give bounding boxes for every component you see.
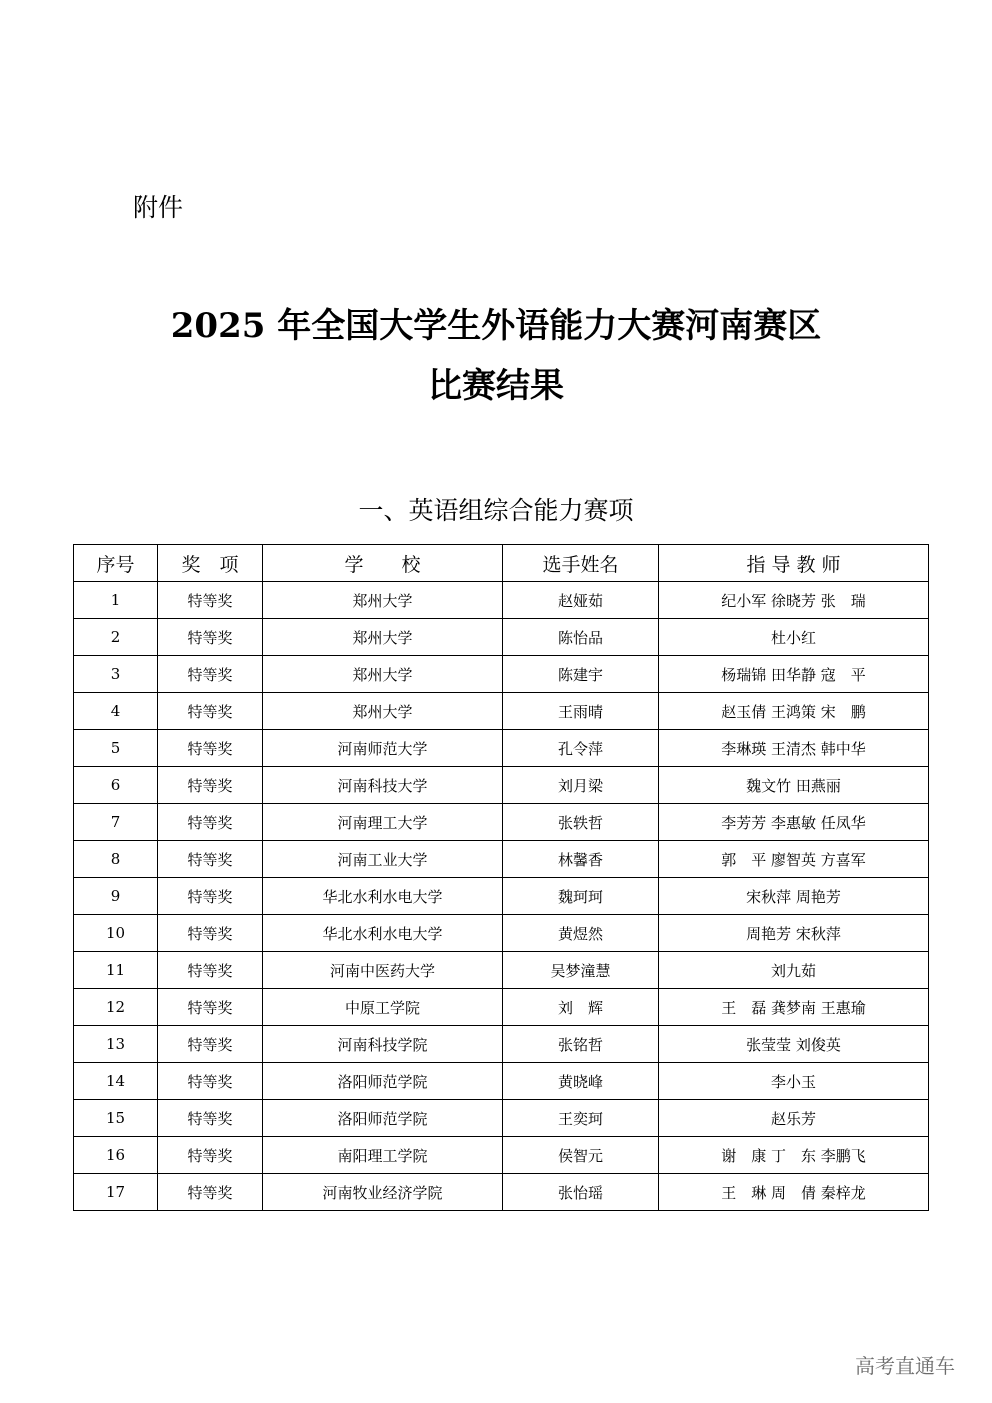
header-contestant: 选手姓名 <box>503 545 659 582</box>
table-row <box>74 582 929 619</box>
cell-contestant: 黄晓峰 <box>503 1063 659 1100</box>
cell-school: 郑州大学 <box>263 582 503 619</box>
cell-contestant: 孔令萍 <box>503 730 659 767</box>
cell-contestant: 吴梦潼慧 <box>503 952 659 989</box>
cell-index: 8 <box>74 841 158 878</box>
table-row <box>74 1100 929 1137</box>
cell-award: 特等奖 <box>158 915 263 952</box>
cell-advisors: 杜小红 <box>659 619 929 656</box>
table-row <box>74 989 929 1026</box>
cell-index: 10 <box>74 915 158 952</box>
cell-index: 3 <box>74 656 158 693</box>
table-header-row <box>74 545 929 582</box>
cell-advisors: 谢 康 丁 东 李鹏飞 <box>659 1137 929 1174</box>
table-row <box>74 1174 929 1211</box>
cell-school: 郑州大学 <box>263 619 503 656</box>
cell-contestant: 侯智元 <box>503 1137 659 1174</box>
cell-advisors: 张莹莹 刘俊英 <box>659 1026 929 1063</box>
cell-index: 4 <box>74 693 158 730</box>
cell-school: 河南中医药大学 <box>263 952 503 989</box>
cell-index: 13 <box>74 1026 158 1063</box>
attachment-label: 附件 <box>133 193 184 222</box>
cell-award: 特等奖 <box>158 656 263 693</box>
cell-award: 特等奖 <box>158 730 263 767</box>
cell-school: 中原工学院 <box>263 989 503 1026</box>
section-title: 一、英语组综合能力赛项 <box>358 496 634 525</box>
cell-contestant: 刘 辉 <box>503 989 659 1026</box>
table-row <box>74 730 929 767</box>
cell-index: 17 <box>74 1174 158 1211</box>
cell-award: 特等奖 <box>158 1100 263 1137</box>
cell-school: 华北水利水电大学 <box>263 878 503 915</box>
cell-index: 9 <box>74 878 158 915</box>
cell-index: 1 <box>74 582 158 619</box>
cell-advisors: 刘九茹 <box>659 952 929 989</box>
document-title-line-2: 比赛结果 <box>428 366 564 406</box>
cell-index: 6 <box>74 767 158 804</box>
table-row <box>74 804 929 841</box>
cell-school: 洛阳师范学院 <box>263 1100 503 1137</box>
table-row <box>74 915 929 952</box>
cell-index: 12 <box>74 989 158 1026</box>
document-title-line-1: 2025 年全国大学生外语能力大赛河南赛区 <box>170 306 822 346</box>
cell-award: 特等奖 <box>158 1026 263 1063</box>
cell-contestant: 张铭哲 <box>503 1026 659 1063</box>
cell-contestant: 王奕珂 <box>503 1100 659 1137</box>
cell-index: 15 <box>74 1100 158 1137</box>
cell-award: 特等奖 <box>158 841 263 878</box>
cell-school: 郑州大学 <box>263 693 503 730</box>
cell-advisors: 魏文竹 田燕丽 <box>659 767 929 804</box>
cell-school: 河南牧业经济学院 <box>263 1174 503 1211</box>
table-row <box>74 1026 929 1063</box>
cell-contestant: 黄煜然 <box>503 915 659 952</box>
cell-award: 特等奖 <box>158 619 263 656</box>
cell-index: 16 <box>74 1137 158 1174</box>
table-row <box>74 767 929 804</box>
cell-index: 14 <box>74 1063 158 1100</box>
cell-index: 11 <box>74 952 158 989</box>
cell-award: 特等奖 <box>158 989 263 1026</box>
cell-award: 特等奖 <box>158 878 263 915</box>
cell-award: 特等奖 <box>158 1063 263 1100</box>
header-award: 奖 项 <box>158 545 263 582</box>
header-school: 学 校 <box>263 545 503 582</box>
cell-award: 特等奖 <box>158 693 263 730</box>
cell-advisors: 宋秋萍 周艳芳 <box>659 878 929 915</box>
table-row <box>74 878 929 915</box>
cell-advisors: 李琳瑛 王清杰 韩中华 <box>659 730 929 767</box>
cell-advisors: 周艳芳 宋秋萍 <box>659 915 929 952</box>
cell-school: 河南工业大学 <box>263 841 503 878</box>
cell-contestant: 林馨香 <box>503 841 659 878</box>
cell-award: 特等奖 <box>158 952 263 989</box>
table-row <box>74 619 929 656</box>
cell-school: 河南科技大学 <box>263 767 503 804</box>
table-row <box>74 1063 929 1100</box>
cell-contestant: 赵娅茹 <box>503 582 659 619</box>
cell-advisors: 李芳芳 李惠敏 任凤华 <box>659 804 929 841</box>
cell-contestant: 陈怡品 <box>503 619 659 656</box>
watermark: 高考直通车 <box>855 1354 955 1378</box>
cell-award: 特等奖 <box>158 767 263 804</box>
cell-contestant: 张怡瑶 <box>503 1174 659 1211</box>
cell-school: 河南理工大学 <box>263 804 503 841</box>
cell-contestant: 陈建宇 <box>503 656 659 693</box>
cell-school: 河南师范大学 <box>263 730 503 767</box>
cell-advisors: 王 琳 周 倩 秦梓龙 <box>659 1174 929 1211</box>
cell-school: 洛阳师范学院 <box>263 1063 503 1100</box>
cell-advisors: 杨瑞锦 田华静 寇 平 <box>659 656 929 693</box>
cell-award: 特等奖 <box>158 1174 263 1211</box>
header-index: 序号 <box>74 545 158 582</box>
results-table <box>73 544 929 1211</box>
cell-school: 郑州大学 <box>263 656 503 693</box>
results-table-body <box>74 582 929 1211</box>
cell-advisors: 王 磊 龚梦南 王惠瑜 <box>659 989 929 1026</box>
cell-contestant: 刘月梁 <box>503 767 659 804</box>
cell-school: 河南科技学院 <box>263 1026 503 1063</box>
cell-advisors: 李小玉 <box>659 1063 929 1100</box>
cell-award: 特等奖 <box>158 1137 263 1174</box>
cell-school: 南阳理工学院 <box>263 1137 503 1174</box>
cell-advisors: 赵玉倩 王鸿策 宋 鹏 <box>659 693 929 730</box>
cell-award: 特等奖 <box>158 582 263 619</box>
table-row <box>74 1137 929 1174</box>
cell-advisors: 纪小军 徐晓芳 张 瑞 <box>659 582 929 619</box>
cell-award: 特等奖 <box>158 804 263 841</box>
cell-index: 7 <box>74 804 158 841</box>
cell-advisors: 赵乐芳 <box>659 1100 929 1137</box>
table-row <box>74 952 929 989</box>
cell-index: 2 <box>74 619 158 656</box>
cell-school: 华北水利水电大学 <box>263 915 503 952</box>
header-advisors: 指 导 教 师 <box>659 545 929 582</box>
cell-contestant: 张轶哲 <box>503 804 659 841</box>
table-row <box>74 841 929 878</box>
cell-index: 5 <box>74 730 158 767</box>
table-row <box>74 656 929 693</box>
table-row <box>74 693 929 730</box>
cell-advisors: 郭 平 廖智英 方喜军 <box>659 841 929 878</box>
cell-contestant: 魏珂珂 <box>503 878 659 915</box>
cell-contestant: 王雨晴 <box>503 693 659 730</box>
